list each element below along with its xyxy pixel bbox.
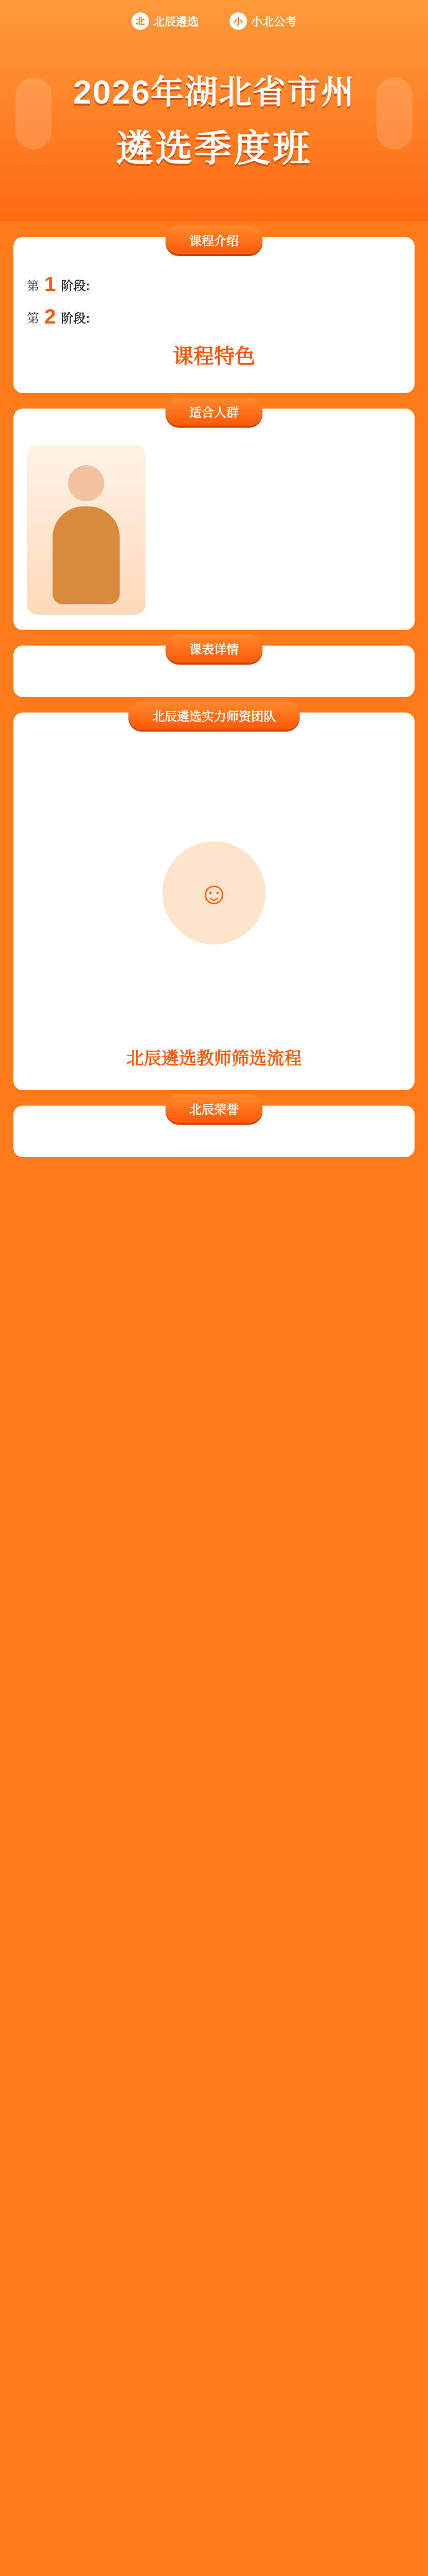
section-title-intro: 课程介绍 (166, 226, 262, 254)
flow-title: 北辰遴选教师筛选流程 (126, 1049, 302, 1069)
phase-prefix: 第 (27, 279, 39, 293)
phase-prefix: 第 (27, 312, 39, 326)
section-title-schedule: 课表详情 (166, 634, 262, 663)
section-schedule (13, 643, 415, 697)
phase-row-1 (27, 273, 401, 296)
section-honors (13, 1103, 415, 1157)
phase-label: 阶段: (61, 279, 90, 293)
decor-right (376, 77, 413, 149)
person-head (68, 465, 104, 501)
section-course-intro (13, 234, 415, 393)
hero-title-line1: 2026年湖北省市州 (73, 74, 355, 111)
audience-block (27, 445, 401, 615)
phase-num: 1 (44, 273, 56, 296)
brand-right-logo-icon: 小 (229, 12, 247, 30)
feature-title: 课程特色 (173, 345, 255, 368)
hero-title-line2: 遴选季度班 (116, 128, 312, 170)
brand-right-name: 小北公考 (251, 15, 297, 28)
teacher-wheel (59, 759, 369, 1027)
section-teacher-team (13, 710, 415, 1090)
section-audience (13, 406, 415, 630)
brand-left (131, 12, 199, 30)
footer-spacer (0, 1173, 428, 1183)
page (0, 0, 428, 1183)
phase-row-2 (27, 306, 401, 329)
brand-left-logo-icon: 北 (131, 12, 149, 30)
phase-label: 阶段: (61, 312, 90, 326)
brand-right (229, 12, 297, 30)
wheel-center-icon: ☺ (162, 841, 266, 944)
phase-num: 2 (44, 306, 56, 328)
hero-banner (0, 0, 428, 222)
section-title-honors: 北辰荣誉 (166, 1094, 262, 1123)
person-illustration-icon (27, 445, 145, 615)
section-title-team: 北辰遴选实力师资团队 (128, 701, 300, 730)
brand-left-name: 北辰遴选 (153, 15, 199, 28)
person-body (53, 506, 120, 604)
section-title-audience: 适合人群 (166, 397, 262, 426)
decor-left (15, 77, 52, 149)
brand-bar (0, 12, 428, 30)
